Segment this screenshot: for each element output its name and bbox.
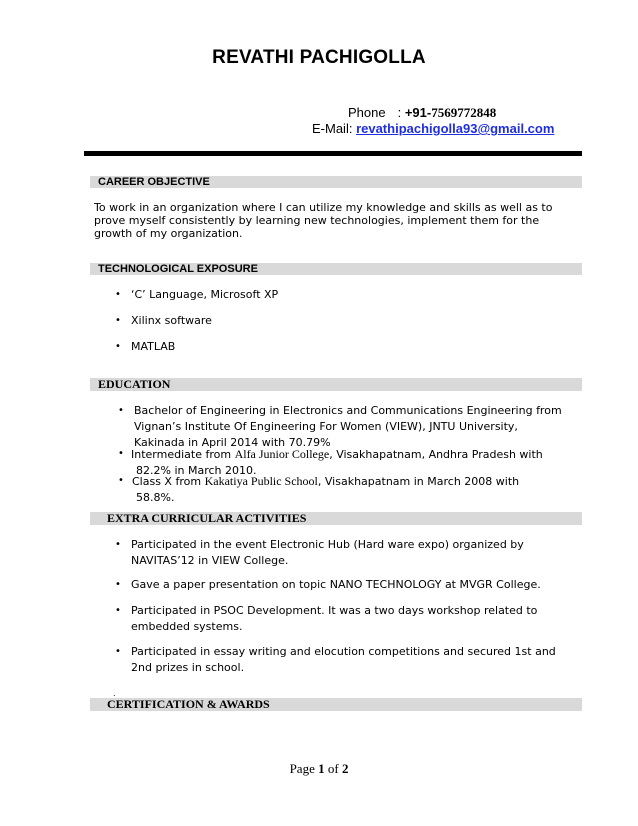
bullet-icon: • bbox=[118, 448, 124, 459]
activity-line: Participated in PSOC Development. It was a two days workshop related to bbox=[131, 604, 538, 617]
section-title-education: EDUCATION bbox=[98, 377, 171, 391]
section-title-tech: TECHNOLOGICAL EXPOSURE bbox=[98, 263, 258, 275]
bullet-icon: • bbox=[115, 539, 121, 550]
list-item-text: MATLAB bbox=[131, 340, 176, 353]
bullet-icon: • bbox=[115, 605, 121, 616]
bullet-icon: • bbox=[118, 405, 124, 416]
career-objective-text: To work in an organization where I can utilize my knowledge and skills as well as to prove myself consistently by learning new technologies, implement them for the growth of my organization. bbox=[94, 201, 553, 240]
page-footer bbox=[0, 761, 638, 777]
activity-line: embedded systems. bbox=[131, 620, 243, 633]
phone-separator: : bbox=[397, 105, 405, 120]
candidate-name: REVATHI PACHIGOLLA bbox=[212, 47, 426, 68]
education-line: Kakinada in April 2014 with 70.79% bbox=[134, 436, 331, 449]
bullet-icon: • bbox=[118, 475, 124, 486]
education-line: 58.8%. bbox=[136, 491, 175, 504]
footer-page-total: 2 bbox=[341, 761, 349, 776]
activity-line: 2nd prizes in school. bbox=[131, 661, 245, 674]
education-line: Bachelor of Engineering in Electronics and Communications Engineering from bbox=[134, 404, 562, 417]
bullet-icon: • bbox=[115, 341, 121, 352]
bullet-icon: • bbox=[115, 289, 121, 300]
email-link[interactable]: revathipachigolla93@gmail.com bbox=[356, 121, 555, 136]
bullet-icon: • bbox=[115, 315, 121, 326]
activity-text bbox=[131, 603, 561, 635]
phone-prefix: +91- bbox=[404, 105, 432, 120]
activity-line: NAVITAS’12 in VIEW College. bbox=[131, 554, 289, 567]
phone-line bbox=[348, 105, 638, 121]
footer-page-word: Page bbox=[289, 761, 319, 776]
bullet-icon: • bbox=[115, 646, 121, 657]
education-item-be bbox=[134, 403, 564, 451]
activity-line: Participated in essay writing and elocution competitions and secured 1st and bbox=[131, 645, 556, 658]
education-text: , Visakhapatnam in March 2008 with bbox=[317, 475, 520, 488]
list-item-text: ‘C’ Language, Microsoft XP bbox=[131, 288, 279, 301]
header-divider bbox=[84, 151, 582, 156]
section-title-certification: CERTIFICATION & AWARDS bbox=[107, 697, 270, 711]
section-title-career-objective: CAREER OBJECTIVE bbox=[98, 176, 210, 188]
education-text: , Visakhapatnam, Andhra Pradesh with bbox=[329, 448, 543, 461]
activity-text bbox=[131, 537, 561, 569]
education-line: 82.2% in March 2010. bbox=[136, 464, 257, 477]
activity-text bbox=[131, 577, 561, 593]
list-item-text: Xilinx software bbox=[131, 314, 212, 327]
section-title-extra: EXTRA CURRICULAR ACTIVITIES bbox=[107, 511, 307, 525]
college-name: Alfa Junior College bbox=[234, 447, 330, 461]
footer-of-word: of bbox=[324, 761, 342, 776]
school-name: Kakatiya Public School bbox=[204, 474, 318, 488]
bullet-icon: • bbox=[115, 579, 121, 590]
education-text: Intermediate from bbox=[131, 448, 235, 461]
education-line: Vignan’s Institute Of Engineering For Women (VIEW), JNTU University, bbox=[134, 420, 518, 433]
activity-line: Gave a paper presentation on topic NANO TECHNOLOGY at MVGR College. bbox=[131, 578, 541, 591]
email-line bbox=[312, 121, 638, 136]
phone-number: 7569772848 bbox=[431, 105, 497, 120]
activity-text bbox=[131, 644, 561, 676]
education-item-class-x bbox=[132, 473, 562, 506]
stray-dot: . bbox=[113, 689, 116, 698]
education-text: Class X from bbox=[132, 475, 205, 488]
email-label: E-Mail: bbox=[312, 121, 357, 136]
phone-label: Phone bbox=[348, 105, 386, 120]
activity-line: Participated in the event Electronic Hub (Hard ware expo) organized by bbox=[131, 538, 524, 551]
footer-page-number: 1 bbox=[318, 761, 325, 776]
